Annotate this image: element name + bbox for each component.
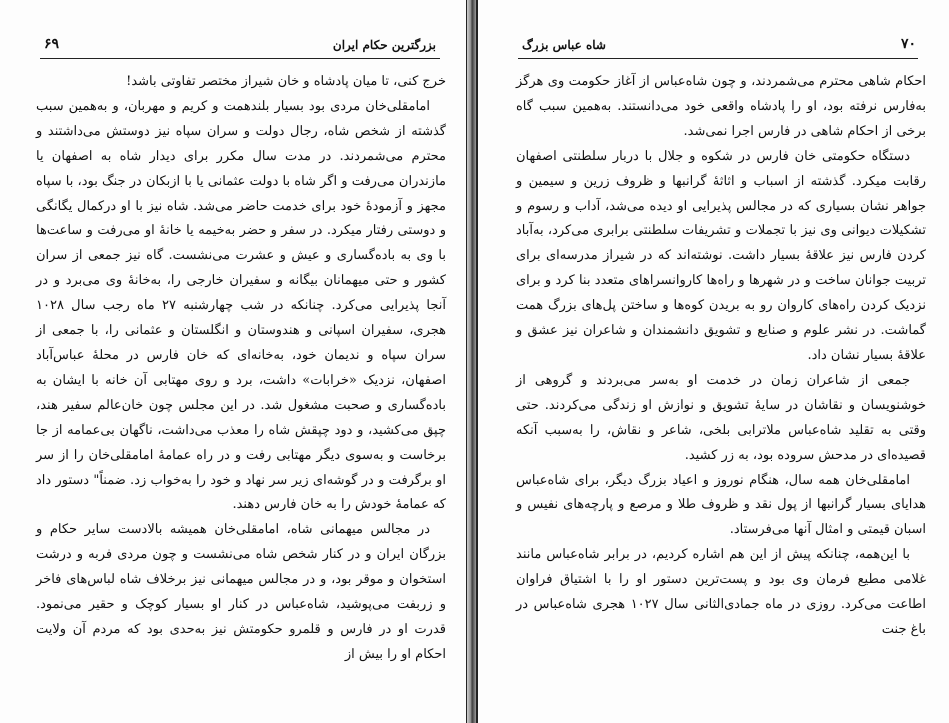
left-page-text [36,70,446,668]
right-page-header [518,34,918,59]
left-page-number: ۶۹ [44,36,60,52]
right-page-text [516,70,926,643]
right-paragraph-4: امامقلی‌خان همه سال، هنگام نوروز و اعیاد بزرگ دیگر، برای شاه‌عباس هدایای بسیار گرانبها از پول نقد و ظروف طلا و مرصع و پارچه‌های نفیس و اسبان قیمتی و امثال آنها می‌فرستاد. [516,472,926,538]
left-paragraph-3: در مجالس میهمانی شاه، امامقلی‌خان همیشه بالادست سایر حکام و بزرگان ایران و در کنار شخص شاه می‌نشست و چون مردی فربه و درشت استخوان و موقر بود، و در مجالس میهمانی نیز برخلاف شاه لباس‌های فاخر و زربفت می‌پوشید، شاه‌عباس در کنار او بسیار کوچک و حقیر می‌نمود. قدرت او در فارس و قلمرو حکومتش نیز به‌حدی بود که مردم آن ولایت احکام او را بیش از [36,522,446,662]
left-paragraph-1: خرج کنی، تا میان پادشاه و خان شیراز مختصر تفاوتی باشد! [126,74,446,89]
left-page [0,0,467,723]
right-page-number: ۷۰ [900,36,916,52]
left-running-title: بزرگترین حکام ایران [332,38,436,52]
left-paragraph-2: امامقلی‌خان مردی بود بسیار بلندهمت و کریم و مهربان، و به‌همین سبب گذشته از شخص شاه، رجال دولت و سران سپاه نیز دوستش می‌داشتند و محترم می‌شمردند. در مدت سال مکرر برای دیدار شاه به اصفهان یا مازندران می‌رفت و اگر شاه با دولت عثمانی یا با ازبکان در جنگ بود، با سپاه مجهز و آزمودهٔ خود برای خدمت حاضر می‌شد. شاه نیز با او درکمال یگانگی و دوستی رفتار میکرد. در سفر و حضر به‌خیمه یا خانهٔ او می‌رفت و ساعت‌ها با وی به باده‌گساری و عیش و عشرت می‌نشست. گاه نیز جمعی از سران کشور و حتی میهمانان بیگانه و سفیران خارجی را، به‌خانهٔ وی می‌برد و در آنجا پذیرایی می‌کرد. چنانکه در شب چهارشنبه ۲۷ ماه رجب سال ۱۰۲۸ هجری، سفیران اسپانی و هندوستان و انگلستان و عثمانی را، با جمعی از سران سپاه و ندیمان خود، به‌خانه‌ای که خان فارس در محلهٔ عباس‌آباد اصفهان، نزدیک «خرابات» داشت، برد و روی مهتابی آن خانه با ایشان به باده‌گساری و صحبت مشغول شد. در این مجلس چون خان‌عالم سفیر هند، چپق می‌کشید، و دود چپقش شاه را معذب می‌داشت، ناگهان بی‌عمامه از جا برخاست و به‌سوی دیگر مهتابی رفت و در راه عمامهٔ امامقلی‌خان را از سر او برگرفت و در گوشه‌ای زیر سر نهاد و خود را به‌خواب زد. ضمناً" دستور داد که عمامهٔ خودش را به خان فارس دهند. [36,98,446,513]
right-page [476,0,949,723]
left-page-header [40,34,440,59]
right-running-title: شاه عباس بزرگ [522,38,606,52]
right-paragraph-5: با این‌همه، چنانکه پیش از این هم اشاره کردیم، در برابر شاه‌عباس مانند غلامی مطیع فرمان وی بود و پست‌ترین دستور او را با اشتیاق فراوان اطاعت می‌کرد. روزی در ماه جمادی‌الثانی سال ۱۰۲۷ هجری شاه‌عباس در باغ جنت [516,547,926,637]
right-paragraph-2: دستگاه حکومتی خان فارس در شکوه و جلال با دربار سلطنتی اصفهان رقابت میکرد. گذشته از اسباب و اثاثهٔ گرانبها و ظروف زرین و سیمین و جواهر نشان بسیاری که در مجالس پذیرایی او دیده می‌شد، آداب و رسوم و تشکیلات دیوانی وی نیز با تجملات و تشریفات سلطنتی برابری می‌کرد، به‌آباد کردن فارس نیز علاقهٔ بسیار داشت. نوشته‌اند که در شیراز مدرسه‌ای برای تربیت جوانان ساخت و در شهرها و راه‌ها کاروانسراهای متعدد بنا کرد و برای نزدیک کردن راه‌های کاروان رو به بریدن کوه‌ها و ساختن پل‌های بزرگ همت گماشت. در نشر علوم و صنایع و تشویق دانشمندان و شاعران نیز عشق و علاقهٔ بسیار نشان داد. [516,148,926,363]
right-paragraph-1: احکام شاهی محترم می‌شمردند، و چون شاه‌عباس از آغاز حکومت وی هرگز به‌فارس نرفته بود، او را پادشاه واقعی خود می‌دانستند. به‌همین سبب گاه برخی از احکام شاهی در فارس اجرا نمی‌شد. [516,74,926,139]
book-spine [467,0,476,723]
right-paragraph-3: جمعی از شاعران زمان در خدمت او به‌سر می‌بردند و گروهی از خوشنویسان و نقاشان در سایهٔ تشویق و نوازش او زندگی می‌کردند. حتی وقتی به تقلید شاه‌عباس ملاترابی بلخی، شاعر و نقاش، را به‌سبب آنکه قصیده‌ای در مدحش سروده بود، به زر کشید. [516,372,926,463]
